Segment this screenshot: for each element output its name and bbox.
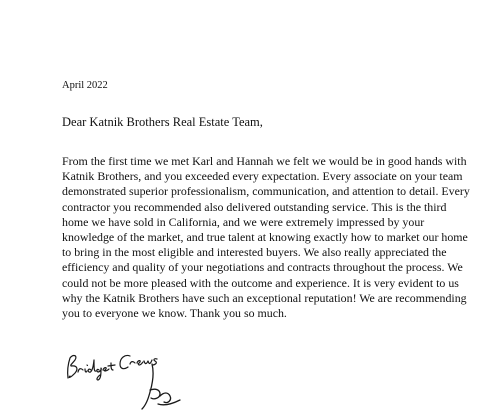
- body-line: home we have sold in California, and we were extremely impressed by your: [62, 214, 425, 229]
- letter-body: [62, 154, 494, 321]
- body-line: contractor you recommended also delivered outstanding service. This is the third: [62, 199, 447, 214]
- letter-date: April 2022: [62, 80, 108, 91]
- body-line: why the Katnik Brothers have such an exceptional reputation! We are recommending: [62, 290, 467, 305]
- body-line: demonstrated superior professionalism, communication, and attention to detail. Every: [62, 184, 470, 199]
- signature-second: [130, 360, 190, 410]
- body-line: knowledge of the market, and true talent at knowing exactly how to market our home: [62, 230, 468, 245]
- body-line: efficiency and quality of your negotiations and contracts throughout the process. We: [62, 260, 463, 275]
- letter-salutation: Dear Katnik Brothers Real Estate Team,: [62, 115, 263, 129]
- body-line: you to everyone we know. Thank you so much.: [62, 306, 287, 321]
- body-line: Katnik Brothers, and you exceeded every expectation. Every associate on your team: [62, 169, 463, 184]
- body-line: could not be more pleased with the outcome and experience. It is very evident to us: [62, 275, 459, 290]
- body-line: From the first time we met Karl and Hannah we felt we would be in good hands with: [62, 154, 467, 168]
- body-line: to bring in the most eligible and interested buyers. We also really appreciated the: [62, 245, 447, 260]
